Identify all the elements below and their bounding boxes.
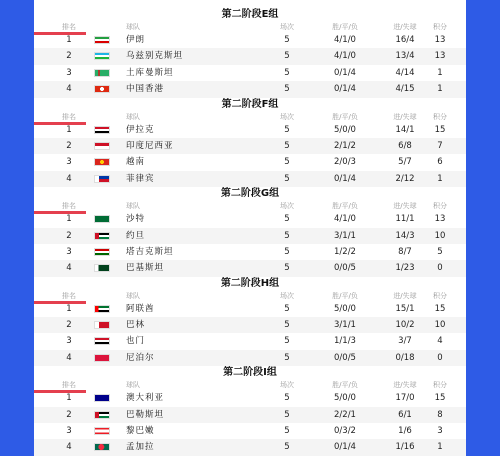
team-name: 澳大利亚: [126, 393, 165, 404]
standings-group: [34, 187, 466, 277]
pts-cell: 3: [437, 426, 443, 437]
flag-pakistan-icon: [94, 264, 110, 272]
table-row[interactable]: [34, 301, 466, 317]
table-row[interactable]: [34, 171, 466, 187]
flag-saudi-icon: [94, 215, 110, 223]
team-name: 约旦: [126, 230, 146, 241]
header-wdl: 胜/平/负: [332, 23, 358, 31]
pts-cell: 10: [434, 230, 446, 241]
pts-cell: 1: [437, 442, 443, 453]
rank-cell: 2: [66, 320, 72, 331]
table-row[interactable]: [34, 390, 466, 406]
pts-cell: 13: [434, 214, 446, 225]
table-row[interactable]: [34, 260, 466, 276]
rank-cell: 4: [66, 173, 72, 184]
standings-group: [34, 98, 466, 188]
goals-cell: 4/14: [395, 67, 415, 78]
flag-australia-icon: [94, 394, 110, 402]
table-body: [34, 211, 466, 277]
table-header: [34, 201, 466, 211]
played-cell: 5: [284, 124, 290, 135]
goals-cell: 8/7: [398, 246, 412, 257]
played-cell: 5: [284, 336, 290, 347]
played-cell: 5: [284, 409, 290, 420]
wdl-cell: 5/0/0: [334, 124, 356, 135]
flag-bahrain-icon: [94, 321, 110, 329]
table-row[interactable]: [34, 350, 466, 366]
played-cell: 5: [284, 426, 290, 437]
header-pts: 积分: [433, 23, 447, 31]
flag-bangladesh-icon: [94, 443, 110, 451]
wdl-cell: 2/1/2: [334, 140, 356, 151]
played-cell: 5: [284, 157, 290, 168]
table-header: [34, 380, 466, 390]
goals-cell: 1/23: [395, 263, 415, 274]
team-name: 菲律宾: [126, 173, 155, 184]
goals-cell: 16/4: [395, 35, 415, 45]
goals-cell: 15/1: [395, 303, 415, 314]
goals-cell: 5/7: [398, 157, 412, 168]
played-cell: 5: [284, 263, 290, 274]
standings-page: [34, 0, 466, 453]
wdl-cell: 5/0/0: [334, 303, 356, 314]
team-name: 黎巴嫩: [126, 426, 155, 437]
pts-cell: 6: [437, 157, 443, 168]
table-row[interactable]: [34, 48, 466, 64]
header-wdl: 胜/平/负: [332, 381, 358, 390]
header-rank: 排名: [62, 381, 76, 390]
wdl-cell: 4/1/0: [334, 35, 356, 45]
team-name: 土库曼斯坦: [126, 67, 174, 78]
table-body: [34, 32, 466, 98]
team-name: 也门: [126, 336, 146, 347]
played-cell: 5: [284, 214, 290, 225]
flag-tajikistan-icon: [94, 248, 110, 256]
flag-hong-kong-icon: [94, 85, 110, 93]
header-wdl: 胜/平/负: [332, 291, 358, 300]
table-row[interactable]: [34, 228, 466, 244]
header-pts: 积分: [433, 291, 447, 300]
wdl-cell: 3/1/1: [334, 320, 356, 331]
goals-cell: 1/16: [395, 442, 415, 453]
standings-group: [34, 277, 466, 367]
played-cell: 5: [284, 140, 290, 151]
team-name: 沙特: [126, 214, 146, 225]
flag-vietnam-icon: [94, 158, 110, 166]
header-played: 场次: [280, 291, 294, 300]
header-rank: 排名: [62, 112, 76, 121]
table-row[interactable]: [34, 154, 466, 170]
rank-cell: 2: [66, 230, 72, 241]
goals-cell: 10/2: [395, 320, 415, 331]
goals-cell: 14/1: [395, 124, 415, 135]
header-team: 球队: [126, 291, 140, 300]
rank-cell: 4: [66, 442, 72, 453]
played-cell: 5: [284, 173, 290, 184]
table-row[interactable]: [34, 333, 466, 349]
rank-cell: 3: [66, 67, 72, 78]
team-name: 越南: [126, 157, 146, 168]
played-cell: 5: [284, 35, 290, 45]
pts-cell: 8: [437, 409, 443, 420]
header-wdl: 胜/平/负: [332, 202, 358, 211]
goals-cell: 17/0: [395, 393, 415, 404]
table-row[interactable]: [34, 423, 466, 439]
goals-cell: 3/7: [398, 336, 412, 347]
team-name: 乌兹别克斯坦: [126, 51, 184, 62]
team-name: 伊拉克: [126, 124, 155, 135]
rank-cell: 1: [66, 393, 72, 404]
team-name: 孟加拉: [126, 442, 155, 453]
pts-cell: 1: [437, 84, 443, 95]
table-row[interactable]: [34, 317, 466, 333]
team-name: 伊朗: [126, 35, 146, 45]
goals-cell: 6/1: [398, 409, 412, 420]
header-goals: 进/失球: [393, 291, 417, 300]
table-body: [34, 390, 466, 456]
header-played: 场次: [280, 23, 294, 31]
header-pts: 积分: [433, 381, 447, 390]
header-played: 场次: [280, 202, 294, 211]
pts-cell: 5: [437, 246, 443, 257]
wdl-cell: 1/1/3: [334, 336, 356, 347]
header-pts: 积分: [433, 112, 447, 121]
rank-cell: 2: [66, 409, 72, 420]
rank-cell: 2: [66, 51, 72, 62]
goals-cell: 13/4: [395, 51, 415, 62]
header-team: 球队: [126, 23, 140, 31]
pts-cell: 1: [437, 67, 443, 78]
flag-uae-icon: [94, 305, 110, 313]
table-header: [34, 22, 466, 32]
table-body: [34, 122, 466, 188]
group-title: 第二阶段E组: [221, 9, 279, 20]
table-header: [34, 291, 466, 301]
group-title: 第二阶段H组: [220, 277, 280, 289]
wdl-cell: 2/2/1: [334, 409, 356, 420]
wdl-cell: 3/1/1: [334, 230, 356, 241]
team-name: 印度尼西亚: [126, 140, 174, 151]
rank-cell: 3: [66, 246, 72, 257]
pts-cell: 0: [437, 263, 443, 274]
wdl-cell: 4/1/0: [334, 214, 356, 225]
header-rank: 排名: [62, 23, 76, 31]
pts-cell: 15: [434, 303, 446, 314]
played-cell: 5: [284, 442, 290, 453]
goals-cell: 11/1: [395, 214, 415, 225]
group-title: 第二阶段I组: [223, 367, 277, 379]
goals-cell: 1/6: [398, 426, 412, 437]
header-goals: 进/失球: [393, 112, 417, 121]
group-title: 第二阶段G组: [220, 188, 280, 200]
pts-cell: 1: [437, 173, 443, 184]
flag-iran-icon: [94, 36, 110, 44]
table-body: [34, 301, 466, 367]
rank-cell: 4: [66, 263, 72, 274]
header-played: 场次: [280, 112, 294, 121]
flag-nepal-icon: [94, 354, 110, 362]
flag-lebanon-icon: [94, 427, 110, 435]
wdl-cell: 0/0/5: [334, 352, 356, 363]
team-name: 塔吉克斯坦: [126, 246, 174, 257]
table-row[interactable]: [34, 138, 466, 154]
rank-cell: 1: [66, 35, 72, 45]
wdl-cell: 2/0/3: [334, 157, 356, 168]
played-cell: 5: [284, 51, 290, 62]
pts-cell: 13: [434, 51, 446, 62]
table-row[interactable]: [34, 211, 466, 227]
rank-cell: 1: [66, 303, 72, 314]
played-cell: 5: [284, 84, 290, 95]
table-row[interactable]: [34, 81, 466, 97]
flag-philippines-icon: [94, 175, 110, 183]
standings-group: [34, 8, 466, 98]
played-cell: 5: [284, 393, 290, 404]
rank-cell: 4: [66, 352, 72, 363]
wdl-cell: 0/3/2: [334, 426, 356, 437]
flag-uzbekistan-icon: [94, 52, 110, 60]
pts-cell: 4: [437, 336, 443, 347]
top-edge: [34, 0, 466, 8]
played-cell: 5: [284, 230, 290, 241]
table-row[interactable]: [34, 32, 466, 48]
header-goals: 进/失球: [393, 202, 417, 211]
pts-cell: 10: [434, 320, 446, 331]
header-rank: 排名: [62, 202, 76, 211]
wdl-cell: 0/1/4: [334, 442, 356, 453]
header-team: 球队: [126, 381, 140, 390]
played-cell: 5: [284, 303, 290, 314]
team-name: 巴林: [126, 320, 146, 331]
rank-cell: 2: [66, 140, 72, 151]
flag-palestine-icon: [94, 411, 110, 419]
goals-cell: 6/8: [398, 140, 412, 151]
flag-jordan-icon: [94, 232, 110, 240]
rank-cell: 4: [66, 84, 72, 95]
pts-cell: 15: [434, 393, 446, 404]
wdl-cell: 0/1/4: [334, 67, 356, 78]
rank-cell: 3: [66, 157, 72, 168]
table-row[interactable]: [34, 439, 466, 455]
played-cell: 5: [284, 352, 290, 363]
wdl-cell: 0/1/4: [334, 84, 356, 95]
team-name: 尼泊尔: [126, 352, 155, 363]
header-team: 球队: [126, 202, 140, 211]
header-played: 场次: [280, 381, 294, 390]
flag-indonesia-icon: [94, 142, 110, 150]
goals-cell: 14/3: [395, 230, 415, 241]
table-row[interactable]: [34, 407, 466, 423]
team-name: 巴基斯坦: [126, 263, 165, 274]
goals-cell: 4/15: [395, 84, 415, 95]
header-rank: 排名: [62, 291, 76, 300]
standings-group: [34, 366, 466, 456]
header-team: 球队: [126, 112, 140, 121]
header-goals: 进/失球: [393, 381, 417, 390]
wdl-cell: 1/2/2: [334, 246, 356, 257]
team-name: 中国香港: [126, 84, 165, 95]
table-row[interactable]: [34, 65, 466, 81]
played-cell: 5: [284, 67, 290, 78]
flag-yemen-icon: [94, 337, 110, 345]
wdl-cell: 5/0/0: [334, 393, 356, 404]
table-row[interactable]: [34, 122, 466, 138]
wdl-cell: 0/1/4: [334, 173, 356, 184]
wdl-cell: 4/1/0: [334, 51, 356, 62]
played-cell: 5: [284, 320, 290, 331]
table-header: [34, 112, 466, 122]
rank-cell: 3: [66, 336, 72, 347]
rank-cell: 1: [66, 124, 72, 135]
header-goals: 进/失球: [393, 23, 417, 31]
header-wdl: 胜/平/负: [332, 112, 358, 121]
goals-cell: 2/12: [395, 173, 415, 184]
pts-cell: 13: [434, 35, 446, 45]
pts-cell: 0: [437, 352, 443, 363]
played-cell: 5: [284, 246, 290, 257]
pts-cell: 7: [437, 140, 443, 151]
team-name: 巴勒斯坦: [126, 409, 165, 420]
pts-cell: 15: [434, 124, 446, 135]
group-title: 第二阶段F组: [221, 98, 279, 110]
header-pts: 积分: [433, 202, 447, 211]
rank-cell: 1: [66, 214, 72, 225]
flag-turkmenistan-icon: [94, 69, 110, 77]
table-row[interactable]: [34, 244, 466, 260]
flag-iraq-icon: [94, 126, 110, 134]
goals-cell: 0/18: [395, 352, 415, 363]
rank-cell: 3: [66, 426, 72, 437]
team-name: 阿联酋: [126, 303, 155, 314]
wdl-cell: 0/0/5: [334, 263, 356, 274]
